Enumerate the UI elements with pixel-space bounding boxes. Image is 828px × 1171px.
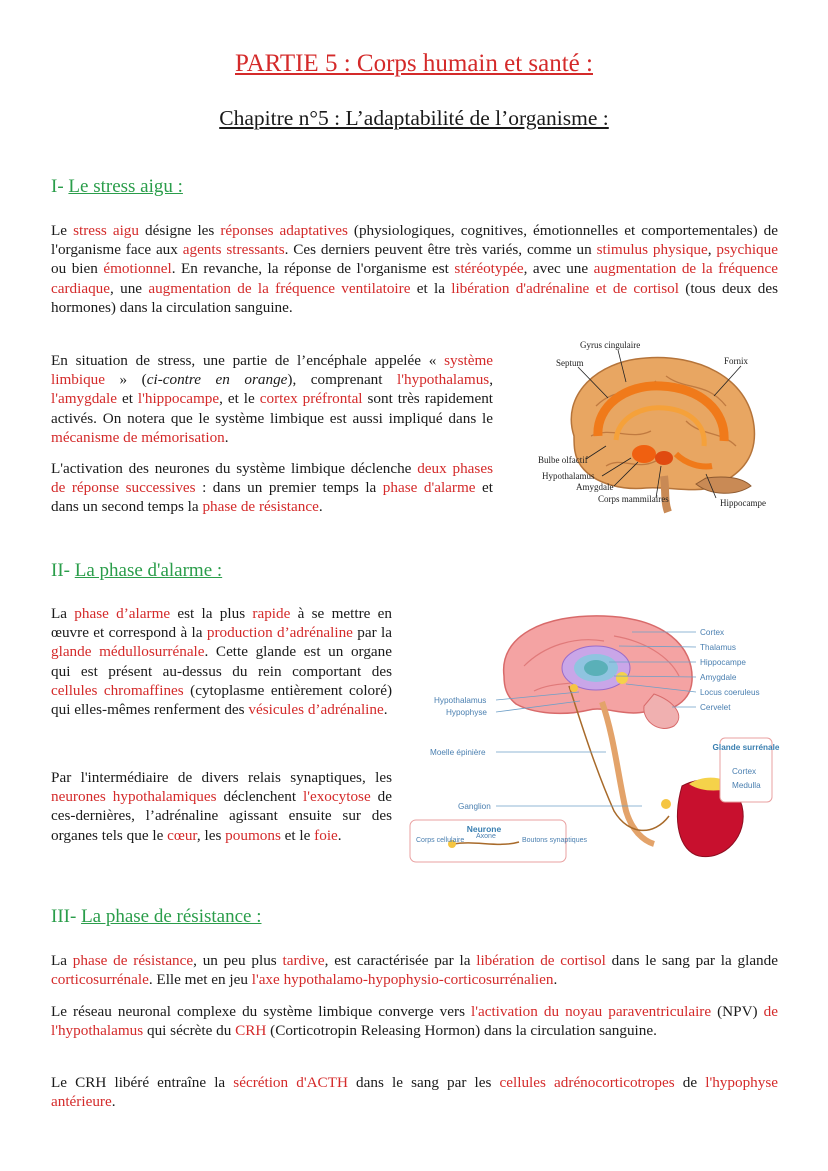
label-thalamus: Thalamus bbox=[700, 643, 736, 652]
text-segment: déclenchent bbox=[216, 788, 304, 806]
neuron-box-title: Neurone bbox=[466, 824, 502, 834]
text-segment: , et le bbox=[219, 390, 260, 408]
text-segment: . bbox=[318, 498, 323, 516]
label-corps-mammilaires: Corps mammilaires bbox=[598, 494, 669, 504]
section-number: III- bbox=[51, 906, 77, 927]
chapter-title: Chapitre n°5 : L’adaptabilité de l’organisme : bbox=[219, 106, 609, 130]
text-segment: . bbox=[111, 1093, 116, 1111]
label-cervelet: Cervelet bbox=[700, 703, 731, 712]
gland-title-line: Glande surrénale bbox=[712, 743, 780, 752]
highlighted-term: psychique bbox=[716, 241, 778, 259]
highlighted-term: phase d'alarme bbox=[382, 479, 476, 497]
label-hypophyse: Hypophyse bbox=[446, 708, 487, 717]
highlighted-term: glande médullosurrénale bbox=[51, 643, 205, 661]
highlighted-term: l'hypothalamus bbox=[397, 371, 490, 389]
paragraph-alarm-phase bbox=[51, 604, 392, 719]
label-fornix: Fornix bbox=[724, 356, 749, 366]
text-segment: à se mettre en œuvre et correspond à la bbox=[51, 605, 392, 642]
text-segment: de ces-dernières, l’adrénaline agissant ensuite sur des organes tels que le bbox=[51, 788, 392, 844]
label-hypothalamus: Hypothalamus bbox=[434, 696, 487, 705]
highlighted-term: stress aigu bbox=[73, 222, 139, 239]
text-segment: (cytoplasme entièrement coloré) qui elles-mêmes renferment des bbox=[51, 681, 392, 719]
section-label: La phase de résistance : bbox=[81, 906, 262, 927]
paragraph-stress-definition bbox=[51, 221, 778, 317]
highlighted-term: CRH bbox=[235, 1022, 267, 1040]
paragraph-two-phases bbox=[51, 459, 493, 517]
label-boutons-synaptiques: Boutons synaptiques bbox=[522, 837, 587, 844]
text-segment: , est caractérisée par la bbox=[324, 952, 477, 969]
highlighted-term: l'hippocampe bbox=[137, 390, 220, 408]
paragraph-resistance-phase bbox=[51, 951, 778, 989]
gland-title bbox=[713, 743, 780, 752]
page-title: PARTIE 5 : Corps humain et santé : bbox=[235, 50, 593, 77]
text-segment: En situation de stress, une partie de l’encéphale appelée « bbox=[51, 352, 445, 369]
label-hypothalamus: Hypothalamus bbox=[542, 471, 595, 481]
highlighted-term: phase de résistance bbox=[202, 498, 319, 516]
text-segment: . En revanche, la réponse de l'organisme est bbox=[171, 260, 455, 278]
text-segment: de bbox=[674, 1074, 706, 1091]
text-segment: Par l'intermédiaire de divers relais synaptiques, les bbox=[51, 769, 392, 786]
highlighted-term: agents stressants bbox=[182, 241, 285, 259]
section-heading-3 bbox=[51, 906, 261, 928]
text-segment: dans le sang par les bbox=[347, 1074, 500, 1091]
text-segment: . Cette glande est un organe qui est présent au-dessus du rein comportant des bbox=[51, 643, 393, 680]
text-segment: , une bbox=[110, 279, 149, 297]
label-bulbe-olfactif: Bulbe olfactif bbox=[538, 455, 588, 465]
text-segment: Le bbox=[51, 222, 74, 239]
text-segment: et le bbox=[280, 826, 315, 844]
text-segment: par la bbox=[352, 624, 393, 642]
section-number: II- bbox=[51, 560, 70, 581]
label-axone: Axone bbox=[476, 833, 496, 840]
paragraph-synaptic-relays bbox=[51, 768, 392, 845]
highlighted-term: l'exocytose bbox=[303, 788, 371, 806]
highlighted-term: l'hypophyse antérieure bbox=[51, 1074, 778, 1111]
label-corps-cellulaire: Corps cellulaire bbox=[416, 837, 465, 844]
text-segment: , bbox=[707, 241, 717, 259]
text-segment: et la bbox=[410, 279, 452, 297]
text-segment: et dans un second temps la bbox=[51, 479, 493, 516]
section-heading-2 bbox=[51, 560, 222, 582]
text-segment: , les bbox=[196, 826, 226, 844]
highlighted-term: l'axe hypothalamo-hypophysio-corticosurrénalien bbox=[251, 971, 554, 989]
text-segment: » ( bbox=[105, 371, 147, 389]
section-number: I- bbox=[51, 176, 64, 197]
text-segment: dans le sang par la glande bbox=[605, 952, 778, 969]
text-segment: est la plus bbox=[170, 605, 253, 622]
paragraph-limbic-system bbox=[51, 351, 493, 447]
highlighted-term: émotionnel bbox=[103, 260, 172, 278]
text-segment: . bbox=[224, 428, 229, 446]
highlighted-term: corticosurrénale bbox=[51, 971, 149, 989]
text-segment: (Corticotropin Releasing Hormon) dans la circulation sanguine. bbox=[266, 1022, 657, 1040]
text-segment: désigne les bbox=[139, 222, 221, 239]
highlighted-term: augmentation de la fréquence ventilatoire bbox=[148, 279, 411, 297]
paragraph-npv-crh bbox=[51, 1002, 778, 1040]
highlighted-term: l'amygdale bbox=[51, 390, 117, 408]
limbic-system-figure bbox=[536, 336, 786, 514]
text-segment: : dans un premier temps la bbox=[195, 479, 383, 497]
label-septum: Septum bbox=[556, 358, 584, 368]
label-cortex: Cortex bbox=[700, 628, 725, 637]
text-segment: . bbox=[383, 701, 388, 719]
highlighted-term: foie bbox=[314, 826, 338, 844]
label-gland-cortex: Cortex bbox=[732, 767, 757, 776]
text-segment: (tous deux des hormones) dans la circulation sanguine. bbox=[51, 279, 778, 316]
highlighted-term: production d’adrénaline bbox=[206, 624, 353, 642]
highlighted-term: rapide bbox=[252, 605, 291, 622]
text-segment: . Ces derniers peuvent être très variés, comme un bbox=[284, 241, 597, 259]
text-segment: . bbox=[553, 971, 558, 989]
highlighted-term: stimulus physique bbox=[596, 241, 708, 259]
text-segment: . Elle met en jeu bbox=[148, 971, 252, 989]
label-gyrus-cingulaire: Gyrus cingulaire bbox=[580, 340, 641, 350]
label-moelle-epiniere: Moelle épinière bbox=[430, 748, 486, 757]
text-segment: qui sécrète du bbox=[143, 1022, 236, 1040]
text-segment: sont très rapidement activés. On notera que le système limbique est aussi impliqué dans le bbox=[51, 390, 494, 427]
label-hippocampe: Hippocampe bbox=[720, 498, 766, 508]
italic-text: ci-contre en orange bbox=[146, 371, 288, 389]
text-segment: Le CRH libéré entraîne la bbox=[51, 1074, 234, 1091]
label-amygdale: Amygdale bbox=[700, 673, 737, 682]
text-segment: , un peu plus bbox=[193, 952, 283, 969]
text-segment: et bbox=[117, 390, 138, 408]
highlighted-term: cellules chromaffines bbox=[51, 681, 184, 699]
text-segment: , avec une bbox=[523, 260, 594, 278]
label-amygdale: Amygdale bbox=[576, 482, 614, 492]
highlighted-term: neurones hypothalamiques bbox=[51, 788, 217, 806]
highlighted-term: stéréotypée bbox=[454, 260, 524, 278]
label-hippocampe: Hippocampe bbox=[700, 658, 746, 667]
text-segment: ou bien bbox=[51, 260, 104, 278]
highlighted-term: réponses adaptatives bbox=[220, 222, 348, 239]
highlighted-term: vésicules d’adrénaline bbox=[248, 701, 384, 719]
label-gland-medulla: Medulla bbox=[732, 781, 761, 790]
highlighted-term: sécrétion d'ACTH bbox=[233, 1074, 348, 1091]
highlighted-term: système limbique bbox=[51, 352, 493, 389]
highlighted-term: libération d'adrénaline et de cortisol bbox=[451, 279, 679, 297]
highlighted-term: mécanisme de mémorisation bbox=[51, 428, 225, 446]
label-locus-coeruleus: Locus coeruleus bbox=[700, 688, 760, 697]
highlighted-term: cellules adrénocorticotropes bbox=[499, 1074, 675, 1091]
alarm-pathway-figure bbox=[404, 606, 788, 868]
highlighted-term: phase d’alarme bbox=[74, 605, 171, 622]
text-segment: Le réseau neuronal complexe du système limbique converge vers bbox=[51, 1003, 471, 1020]
highlighted-term: tardive bbox=[282, 952, 325, 969]
section-label: Le stress aigu : bbox=[68, 176, 183, 197]
section-heading-1 bbox=[51, 176, 183, 198]
highlighted-term: augmentation de la fréquence cardiaque bbox=[51, 260, 778, 297]
text-segment: , bbox=[489, 371, 494, 389]
paragraph-acth bbox=[51, 1073, 778, 1111]
text-segment: (NPV) bbox=[711, 1003, 764, 1020]
highlighted-term: de l'hypothalamus bbox=[51, 1003, 778, 1040]
highlighted-term: deux phases de réponse successives bbox=[51, 460, 493, 497]
text-segment: (physiologiques, cognitives, émotionnelles et comportementales) de l'organisme face aux bbox=[51, 222, 779, 259]
highlighted-term: l'activation du noyau paraventriculaire bbox=[471, 1003, 712, 1020]
highlighted-term: poumons bbox=[225, 826, 281, 844]
label-ganglion: Ganglion bbox=[458, 802, 491, 811]
highlighted-term: libération de cortisol bbox=[476, 952, 606, 969]
highlighted-term: cœur bbox=[167, 826, 197, 844]
text-segment: . bbox=[337, 826, 342, 844]
highlighted-term: cortex préfrontal bbox=[259, 390, 363, 408]
text-segment: L'activation des neurones du système limbique déclenche bbox=[51, 460, 418, 477]
text-segment: La bbox=[51, 605, 75, 622]
text-segment: ), comprenant bbox=[287, 371, 398, 389]
text-segment: La bbox=[51, 952, 73, 969]
highlighted-term: phase de résistance bbox=[72, 952, 194, 969]
section-label: La phase d'alarme : bbox=[74, 560, 223, 581]
